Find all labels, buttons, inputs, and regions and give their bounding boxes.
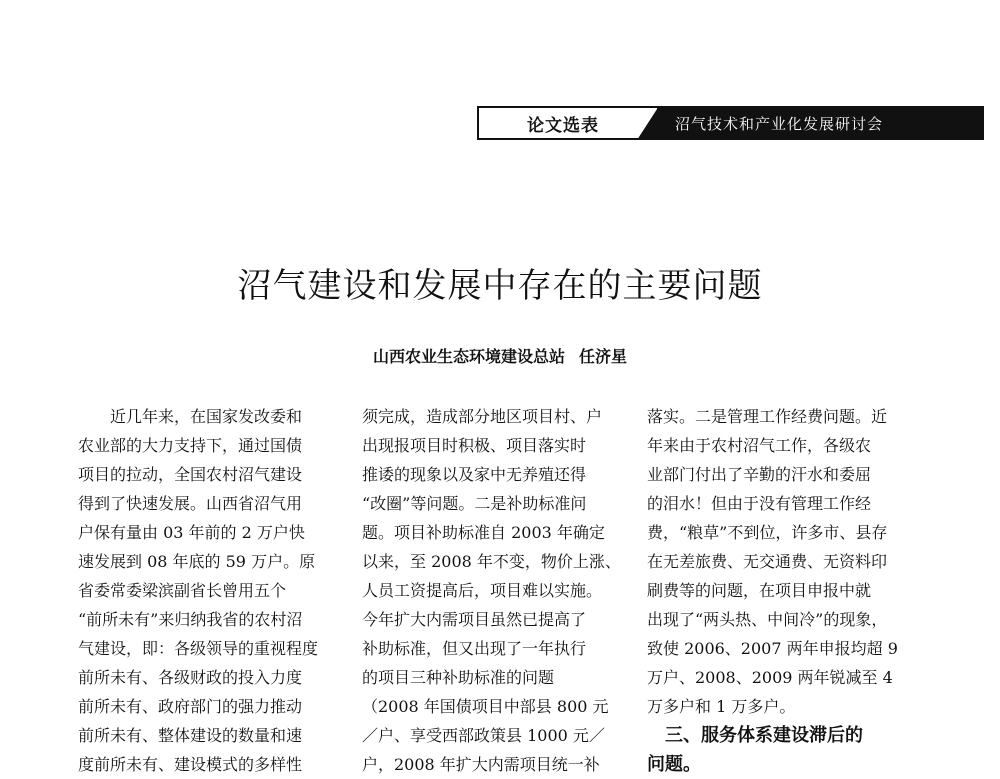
text-line: 题。项目补助标准自 2003 年确定 — [362, 523, 605, 542]
body-column-3 — [647, 402, 927, 779]
text-line: 在无差旅费、无交通费、无资料印 — [647, 552, 888, 571]
text-line: 前所未有、整体建设的数量和速 — [78, 726, 303, 745]
author-line — [0, 344, 1000, 367]
text-line: 费，“粮草”不到位，许多市、县存 — [647, 523, 888, 542]
text-line: 前所未有、各级财政的投入力度 — [78, 668, 303, 687]
section-heading-continued: 问题。 — [647, 754, 701, 775]
section-heading: 三、服务体系建设滞后的 — [647, 725, 863, 746]
text-line: 得到了快速发展。山西省沼气用 — [78, 494, 303, 513]
text-line: 近几年来，在国家发改委和 — [78, 407, 303, 426]
text-line: 万多户和 1 万多户。 — [647, 697, 796, 716]
text-line: 前所未有、政府部门的强力推动 — [78, 697, 303, 716]
text-line: 出现报项目时积极、项目落实时 — [362, 436, 587, 455]
text-line: 人员工资提高后，项目难以实施。 — [362, 581, 603, 600]
text-line: 今年扩大内需项目虽然已提高了 — [362, 610, 587, 629]
text-line: 推诿的现象以及家中无养殖还得 — [362, 465, 587, 484]
text-line: 省委常委梁滨副省长曾用五个 — [78, 581, 287, 600]
text-line: 项目的拉动，全国农村沼气建设 — [78, 465, 303, 484]
text-line: 须完成，造成部分地区项目村、户 — [362, 407, 603, 426]
text-line: 的泪水！但由于没有管理工作经 — [647, 494, 872, 513]
text-line: （2008 年国债项目中部县 800 元 — [362, 697, 609, 716]
banner-divider — [637, 106, 659, 140]
text-line: 业部门付出了辛勤的汗水和委屈 — [647, 465, 872, 484]
journal-banner — [477, 106, 984, 140]
section-label: 论文选表 — [477, 106, 657, 140]
text-line: 户保有量由 03 年前的 2 万户快 — [78, 523, 305, 542]
text-line: “改圈”等问题。二是补助标准问 — [362, 494, 587, 513]
text-line: “前所未有”来归纳我省的农村沼 — [78, 610, 303, 629]
article-title: 沼气建设和发展中存在的主要问题 — [237, 266, 763, 306]
text-line: 以来，至 2008 年不变，物价上涨、 — [362, 552, 621, 571]
text-line: 补助标准，但又出现了一年执行 — [362, 639, 587, 658]
text-line: ／户、享受西部政策县 1000 元／ — [362, 726, 605, 745]
text-line: 户，2008 年扩大内需项目统一补 — [362, 755, 600, 774]
body-column-2 — [362, 402, 642, 779]
text-line: 气建设，即：各级领导的重视程度 — [78, 639, 319, 658]
text-line: 万户、2008、2009 两年锐减至 4 — [647, 668, 893, 687]
text-line: 致使 2006、2007 两年申报均超 9 — [647, 639, 898, 658]
text-line: 速发展到 08 年底的 59 万户。原 — [78, 552, 316, 571]
text-line: 落实。二是管理工作经费问题。近 — [647, 407, 888, 426]
text-line: 刷费等的问题，在项目申报中就 — [647, 581, 872, 600]
text-line: 出现了“两头热、中间冷”的现象， — [647, 610, 888, 629]
author-name: 任济星 — [579, 347, 628, 366]
text-line: 的项目三种补助标准的问题 — [362, 668, 555, 687]
body-column-1 — [78, 402, 358, 779]
author-affiliation: 山西农业生态环境建设总站 — [372, 347, 565, 366]
text-line: 农业部的大力支持下，通过国债 — [78, 436, 303, 455]
text-line: 年来由于农村沼气工作，各级农 — [647, 436, 872, 455]
text-line: 度前所未有、建设模式的多样性 — [78, 755, 303, 774]
conference-name: 沼气技术和产业化发展研讨会 — [657, 106, 984, 140]
